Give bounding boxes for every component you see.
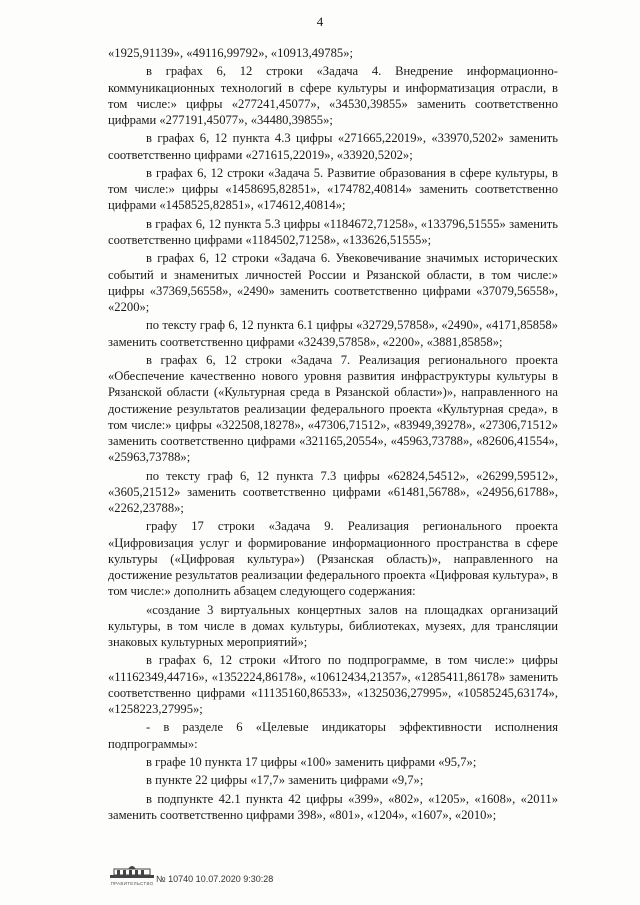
paragraph: в графах 6, 12 пункта 5.3 цифры «1184672,71258», «133796,51555» заменить соответственно цифрами «1184502,71258», «133626,51555»; (108, 216, 558, 247)
paragraph: в графах 6, 12 строки «Итого по подпрограмме, в том числе:» цифры «11162349,44716», «1352224,86178», «10612434,21357», «1285411,86178» заменить соответственно цифрами «11135160,86533», «1325036,27995», «10585245,63174», «1258223,27995»; (108, 653, 558, 716)
document-body (108, 45, 558, 825)
paragraph: «создание 3 виртуальных концертных залов на площадках организаций культуры, в том числе в домах культуры, библиотеках, музеях, для трансляции знаковых культурных мероприятий»; (108, 602, 558, 649)
paragraph: по тексту граф 6, 12 пункта 7.3 цифры «62824,54512», «26299,59512», «3605,21512» заменить соответственно цифрами «61481,56788», «24956,61788», «2262,23788»; (108, 468, 558, 515)
paragraph: - в разделе 6 «Целевые индикаторы эффективности исполнения подпрограммы»: (108, 720, 558, 751)
paragraph: в графах 6, 12 строки «Задача 5. Развитие образования в сфере культуры, в том числе:» цифры «1458695,82851», «174782,40814» заменить соответственно цифрами «1458525,82851», «174612,40814»; (108, 165, 558, 213)
page-number: 4 (316, 14, 324, 29)
paragraph: в графах 6, 12 строки «Задача 4. Внедрение информационно-коммуникационных технологий в сфере культуры и информатизация отрасли, в том числе:» цифры «277241,45077», «34530,39855» заменить соответственно цифрами «277191,45077», «34480,39855»; (108, 64, 558, 127)
document-registration-stamp: № 10740 10.07.2020 9:30:28 (156, 874, 274, 884)
emblem-caption: ПРАВИТЕЛЬСТВО (110, 881, 154, 886)
document-footer (108, 862, 558, 892)
paragraph: в графах 6, 12 строки «Задача 7. Реализация регионального проекта «Обеспечение качественно нового уровня развития инфраструктуры культуры в Рязанской области («Культурная среда в Рязанской области»)», направленного на достижение результатов реализации федерального проекта «Культурная среда», в том числе:» цифры «322508,18278», «47306,71512», «83949,39278», «27306,71512» заменить соответственно цифрами «321165,20554», «45963,73788», «82606,41554», «25963,73788»; (108, 352, 558, 465)
paragraph: в графах 6, 12 строки «Задача 6. Увековечивание значимых исторических событий и знаменитых личностей России и Рязанской области, в том числе:» цифры «37369,56558», «2490» заменить соответственно цифрами «37079,56558», «2200»; (108, 251, 558, 314)
paragraph: в графах 6, 12 пункта 4.3 цифры «271665,22019», «33970,5202» заменить соответственно цифрами «271615,22019», «33920,5202»; (108, 131, 558, 162)
paragraph: по тексту граф 6, 12 пункта 6.1 цифры «32729,57858», «2490», «4171,85858» заменить соответственно цифрами «32439,57858», «2200», «3881,85858»; (108, 318, 558, 349)
paragraph: «1925,91139», «49116,99792», «10913,49785»; (108, 46, 353, 60)
paragraph: в пункте 22 цифры «17,7» заменить цифрами «9,7»; (146, 773, 424, 788)
paragraph: в подпункте 42.1 пункта 42 цифры «399», «802», «1205», «1608», «2011» заменить соответственно цифрами 398», «801», «1204», «1607», «2010»; (108, 791, 558, 822)
paragraph: в графе 10 пункта 17 цифры «100» заменить цифрами «95,7»; (146, 754, 477, 769)
government-emblem-icon (108, 862, 156, 880)
paragraph: графу 17 строки «Задача 9. Реализация регионального проекта «Цифровизация услуг и формирование информационного пространства в сфере культуры («Цифровая культура») (Рязанская область)», направленного на достижение результатов реализации федерального проекта «Цифровая культура», в том числе:» дополнить абзацем следующего содержания: (108, 519, 558, 599)
